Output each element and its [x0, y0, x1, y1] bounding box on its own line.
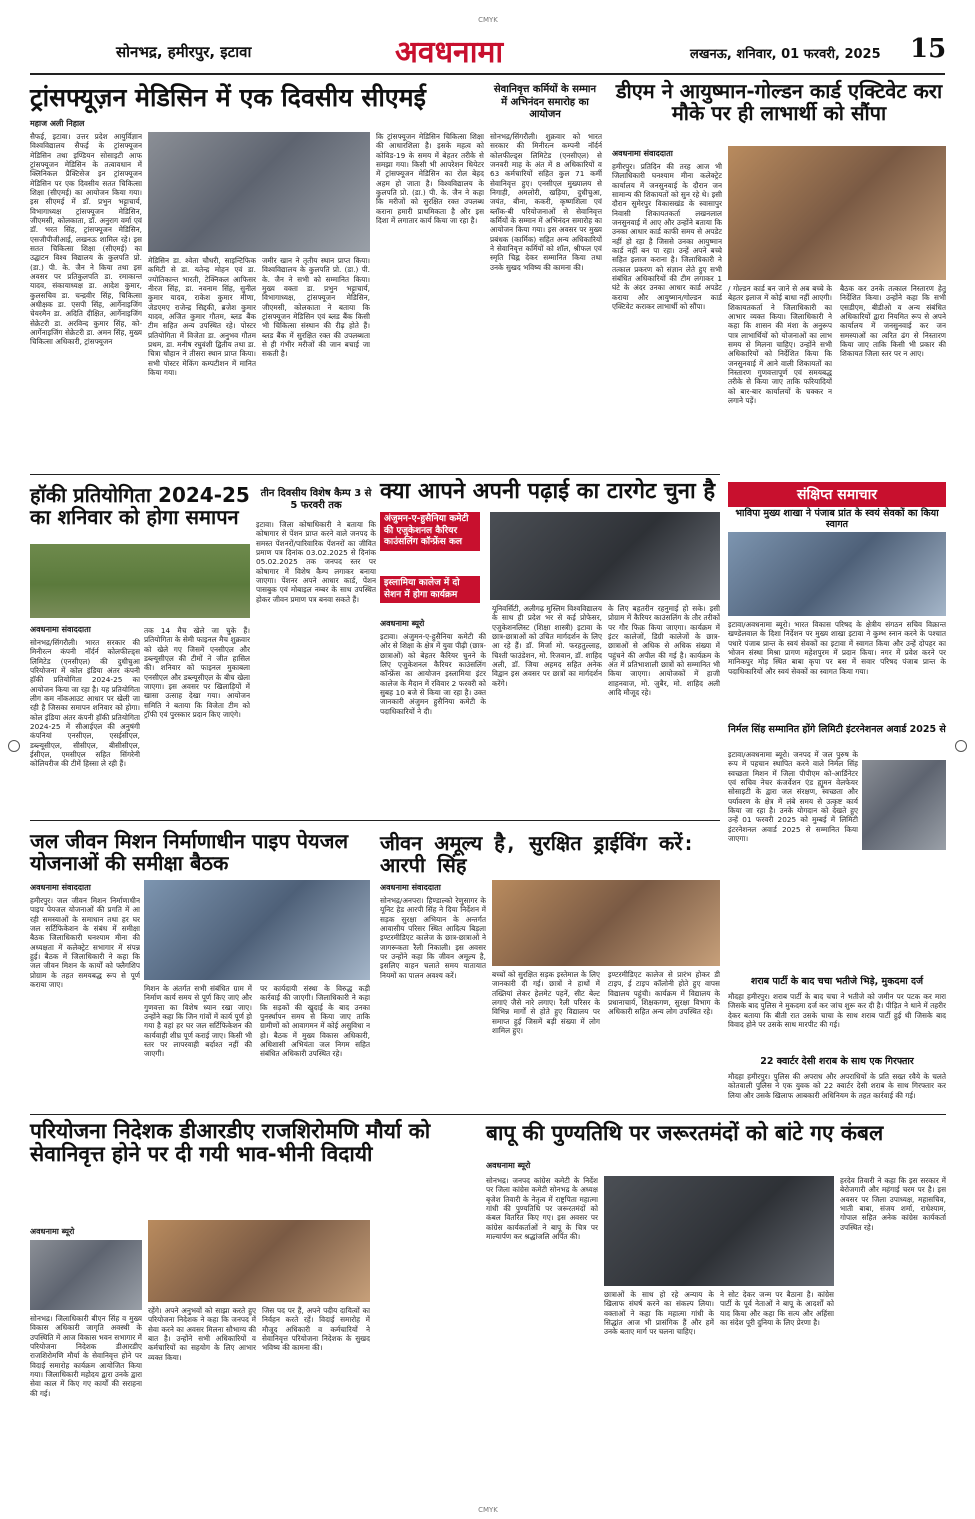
story9-body-col3: ने सोट देकर जन्म पर बैठाना है। कांग्रेस पार्टी के पूर्व नेताओं ने बापू के आदर्शों को याद किया और कहा कि सत्य और अहिंसा का संदेश पूरी दुनिया के लिए प्रेरणा है। [720, 1290, 834, 1327]
section-rule [30, 1114, 946, 1115]
story4-dek-body: इटावा। जिला कोषाधिकारी ने बताया कि कोषागार से पेंशन प्राप्त करने वाले जनपद के समस्त पेंशनरों/पारिवारिक पेंशनरों का जीवित प्रमाण पत्र दिनांक 03.02.2025 से दिनांक 05.02.2025 तक जनपद स्तर पर कोषागार में विशेष कैम्प लगाकर बनाया जाएगा। पेंशनर अपने आधार कार्ड, पेंशन पासबुक एवं मोबाइल नम्बर के साथ उपस्थित होकर जीवन प्रमाण पत्र बनवा सकते हैं। [256, 520, 376, 604]
story9-body-col2: छात्राओं के साथ हो रहे अन्याय के खिलाफ संघर्ष करने का संकल्प लिया। वक्ताओं ने कहा कि महात्मा गांधी के सिद्धांत आज भी प्रासंगिक हैं और हमें उनके बताए मार्ग पर चलना चाहिए। [604, 1290, 714, 1337]
story9-body-col1: सोनभद्र। जनपद कांग्रेस कमेटी के निर्देश पर जिला कांग्रेस कमेटी सोनभद्र के अध्यक्ष बृजेश तिवारी के नेतृत्व में राष्ट्रपिता महात्मा गांधी की पुण्यतिथि पर जरूरतमंदों को कंबल वितरित किए गए। इस अवसर पर कांग्रेस कार्यकर्ताओं ने बापू के चित्र पर माल्यार्पण कर श्रद्धांजलि अर्पित की। [486, 1176, 598, 1241]
story5-headline: क्या आपने अपनी पढ़ाई का टारगेट चुना है [380, 479, 716, 504]
story5-highlight-box: इस्लामिया कालेज में दो सेशन में होगा कार्यक्रम [380, 576, 480, 603]
story3-body-col3: बैठक कर उनके तत्काल निस्तारण हेतु निर्देशित किया। उन्होंने कहा कि सभी एसडीएम, बीडीओ व अन्य संबंधित अधिकारियों द्वारा नियमित रूप से अपने कार्यालय में जनसुनवाई कर जन समस्याओं का त्वरित ढंग से निस्तारण किया जाए ताकि किसी भी प्रकार की शिकायत जिला स्तर पर न आए। [840, 284, 946, 359]
story8-headline: परियोजना निदेशक डीआरडीए राजशिरोमणि मौर्या को सेवानिवृत्त होने पर दी गयी भाव-भीनी विदायी [30, 1119, 431, 1167]
story9-headline: बापू की पुण्यतिथि पर जरूरतमंदों को बांटे गए कंबल [486, 1121, 884, 1145]
story7-body-col1: सोनभद्र/अनपरा। हिण्डाल्को रेणुसागर के यूनिट हेड आरपी सिंह ने दिया निर्देशन में सड़क सुरक्षा अभियान के अन्तर्गत आवासीय परिसर स्थित आदित्य बिड़ला इण्टरमीडिएट कालेज के छात्र-छात्राओं ने जागरूकता रैली निकाली। इस अवसर पर उन्होंने कहा कि जीवन अमूल्य है, इसलिए वाहन चलाते समय यातायात नियमों का पालन अवश्य करें। [380, 896, 486, 980]
story7-byline: अवधनामा संवाददाता [380, 883, 441, 892]
story6-body-col2: मिशन के अंतर्गत सभी संबंधित ग्राम में निर्माण कार्य समय से पूर्ण किए जाएं और गुणवत्ता का विशेष ध्यान रखा जाए। उन्होंने कहा कि जिन गांवों में कार्य पूर्ण हो गया है वहां हर घर जल सर्टिफिकेशन की कार्यवाही शीघ्र पूर्ण कराई जाए। किसी भी स्तर पर लापरवाही बर्दाश्त नहीं की जाएगी। [144, 984, 252, 1059]
print-mark-top: CMYK [478, 16, 498, 24]
story1-byline: महाज अली निहाल [30, 119, 85, 128]
story5-body-col2: यूनिवर्सिटी, अलीगढ़ मुस्लिम विश्वविद्यालय के साथ ही प्रदेश भर से कई प्रोफेसर, एजुकेशनलिस्ट (शिक्षा शास्त्री) इटावा के छात्र-छात्राओं को उचित मार्गदर्शन के लिए आ रहे हैं। डॉ. मिर्जा मो. फरहतुल्लाह, चिश्ती फाउंडेशन, मो. रिजवान, डॉ. शाहिद अली, डॉ. जिया अहमद सहित अनेक विद्वान इस अवसर पर छात्रों का मार्गदर्शन करेंगे। [492, 604, 602, 688]
story4-byline: अवधनामा संवाददाता [30, 625, 91, 634]
story4-dek-title: तीन दिवसीय विशेष कैम्प 3 से 5 फरवरी तक [260, 488, 372, 511]
sidebar-item1-title: भाविपा मुख्य शाखा ने पंजाब प्रांत के स्वयं सेवकों का किया स्वागत [735, 508, 939, 531]
sidebar-item4-title: 22 क्वार्टर देसी शराब के साथ एक गिरफ्तार [760, 1056, 914, 1067]
section-rule [30, 474, 720, 475]
print-mark-bottom: CMYK [478, 1506, 498, 1514]
story1-headline: ट्रांसफ्यूज़न मेडिसिन में एक दिवसीय सीएमई [30, 83, 426, 112]
story1-body-col2: मेडिसिन डा. श्वेता चौधरी, साइन्टिफिक कमिटी से डा. यतेन्द्र मोहन एवं डा. ज्योतिकान्त भारती, टेक्निकल आफिसर नीरज सिंह, डा. नवनाम सिंह, सुनील कुमार यादव, राकेश कुमार मीणा, जेडएमए राजेन्द्र सिद्दकी, ब्रजेश कुमार यादव, अजित कुमार गौतम, ब्लड बैंक टीम सहित अन्य उपस्थित रहे। पोस्टर प्रतियोगिता में विजेता डा. अनुभव गौतम प्रथम, डा. मनीष रघुवंशी द्वितीय तथा डा. चित्रा चौहान ने तीसरा स्थान प्राप्त किया। सभी पोस्टर मेकिंग कम्पटीशन में मानित किया गया। [148, 256, 256, 377]
story3-body-col2: / गोल्डन कार्ड बन जाने से अब बच्चे के बेहतर इलाज में कोई बाधा नहीं आएगी। शिकायतकर्ता ने जिलाधिकारी का आभार व्यक्त किया। जिलाधिकारी ने कहा कि शासन की मंशा के अनुरूप पात्र लाभार्थियों को योजनाओं का लाभ समय से मिलना चाहिए। उन्होंने सभी अधिकारियों को निर्देशित किया कि जनसुनवाई में आने वाली शिकायतों का निस्तारण गुणवत्तापूर्ण एवं समयबद्ध तरीके से किया जाए ताकि फरियादियों को बार-बार कार्यालयों के चक्कर न लगाने पड़ें। [728, 284, 832, 405]
story1-body-col1: सैफई, इटावा। उत्तर प्रदेश आयुर्विज्ञान विश्वविद्यालय सैफई के ट्रांसफ्यूजन मेडिसिन तथा इण्डियन सोसाइटी आफ ट्रांसफ्यूजन मेडिसिन के तत्वावधान में क्लिनिकल प्रैक्टिसेज इन ट्रांसफ्यूजन मेडिसिन पर एक दिवसीय सतत चिकित्सा शिक्षा (सीएमई) का आयोजन किया गया। इस सीएमई में डॉ. प्रभुन भट्टाचार्य, विभागाध्यक्ष ट्रांसफ्यूजन मेडिसिन, जीएमसी, कोलकाता, डॉ. अनुराग वर्मा एवं डॉ. भरत सिंह, ट्रांसफ्यूजन मेडिसिन, एसजीपीजीआई, लखनऊ शामिल रहे। इस सतत चिकित्सा शिक्षा (सीएमई) का उद्घाटन विश्व विद्यालय के कुलपति प्रो. (डा.) पी. के. जैन ने किया तथा इस अवसर पर प्रतिकुलपति डा. रमाकान्त यादव, संकायाध्यक्ष डा. आदेश कुमार, कुलसचिव डा. चन्द्रवीर सिंह, चिकित्सा अधीक्षक डा. एसपी सिंह, आर्गेनाइजिंग चेयरमैन डा. अदिति दीक्षित, आर्गेनाइजिंग सेक्रेटरी डा. अरविन्द कुमार सिंह, को-आर्गेनाइजिंग सेक्रेटरी डा. अमन सिंह, मुख्य चिकित्सा अधिकारी, ट्रांसफ्यूजन [30, 132, 142, 347]
story9-byline: अवधनामा ब्यूरो [486, 1161, 531, 1170]
story4-hockey-photo [144, 544, 250, 618]
story5-body-col1: इटावा। अंजुमन-ए-हुसैनिया कमेटी की ओर से शिक्षा के क्षेत्र में युवा पीढ़ी (छात्र-छात्राओं) को बेहतर कैरियर चुनने के लिए एजुकेशनल कैरियर काउंसलिंग कॉन्फ्रेंस का आयोजन इस्लामिया इंटर कालेज के मैदान में रविवार 2 फरवरी को सुबह 10 बजे से किया जा रहा है। उक्त जानकारी अंजुमन हुसैनिया कमेटी के पदाधिकारियों ने दी। [380, 632, 486, 716]
date-line: लखनऊ, शनिवार, 01 फरवरी, 2025 [690, 47, 881, 62]
story8-byline: अवधनामा ब्यूरो [30, 1227, 75, 1236]
story6-photo [144, 880, 370, 980]
story4-body-col2: तक 14 मैच खेले जा चुके हैं। प्रतियोगिता के सेमी फाइनल मैच शुक्रवार को खेले गए जिसमें एनसीएल और डब्ल्यूसीएल की टीमों ने जीत हासिल की। शनिवार को फाइनल मुकाबला एनसीएल और डब्ल्यूसीएल के बीच खेला जाएगा। इस अवसर पर खिलाड़ियों में खासा उत्साह देखा गया। आयोजन समिति ने बताया कि विजेता टीम को ट्रॉफी एवं पुरस्कार प्रदान किए जाएंगे। [144, 626, 250, 719]
masthead-rule [30, 73, 945, 75]
story8-photo [30, 1240, 142, 1310]
story8-body-col3: जिस पद पर हैं, अपने पदीय दायित्वों का निर्वहन करते रहें। विदाई समारोह में मौजूद अधिकारी व कर्मचारियों ने सेवानिवृत्त परियोजना निदेशक के सुखद भविष्य की कामना की। [262, 1306, 370, 1353]
story9-body-col4: हरदेव तिवारी ने कहा कि इस सरकार में बेरोजगारी और महंगाई चरम पर है। इस अवसर पर जिला उपाध्यक्ष, महासचिव, भाती बाबा, संजय शर्मा, राधेश्याम, गोपाल सहित अनेक कांग्रेस कार्यकर्ता उपस्थित रहे। [840, 1176, 946, 1232]
story3-photo [728, 146, 946, 280]
story1-body-col4: कि ट्रांसफ्यूजन मेडिसिन चिकित्सा शिक्षा की आधारशिला है। इसके महत्व को कोविड-19 के समय में बेहतर तरीके से समझा गया। किसी भी आपरेशन थियेटर में ट्रांसफ्यूजन मेडिसिन का रोल बेहद अहम हो जाता है। विश्वविद्यालय के कुलपति प्रो. (डा.) पी. के. जैन ने कहा कि मरीजों को सुरक्षित रक्त उपलब्ध कराना हमारी प्राथमिकता है और इस दिशा में लगातार कार्य किया जा रहा है। [376, 132, 484, 225]
page-number: 15 [910, 34, 947, 64]
sidebar-item1-body: इटावा/अवधनामा ब्यूरो। भारत विकास परिषद के क्षेत्रीय संगठन सचिव विक्रान्त खण्डेलवाल के दिशा निर्देशन पर मुख्य शाखा इटावा ने कुम्भ स्नान करने के पश्चात पधारे पंजाब प्रान्त के स्वयं सेवकों का इटावा में स्वागत किया और उन्हें दोपहर का भोजन संस्था मिश्रा प्रागण महेशपुरम में प्रदान किया। नगर में प्रवेश करने पर मानिकपुर मोड़ स्थित बाबा कृपा पर बस में सवार परिषद पंजाब प्रान्त के पदाधिकारियों और स्वयं सेवकों का स्वागत किया गया। [728, 620, 946, 676]
story7-body-col3: इण्टरमीडिएट कालेज से प्रारंभ होकर डी टाइप, ई टाइप कॉलोनी होते हुए वापस विद्यालय पहुंची। कार्यक्रम में विद्यालय के प्रधानाचार्य, शिक्षकगण, सुरक्षा विभाग के अधिकारी सहित अन्य लोग उपस्थित रहे। [608, 970, 720, 1017]
story5-byline: अवधनामा ब्यूरो [380, 619, 425, 628]
story6-byline: अवधनामा संवाददाता [30, 883, 91, 892]
story8-body-col1: सोनभद्र। जिलाधिकारी बीएन सिंह व मुख्य विकास अधिकारी जागृति अवस्थी के उपस्थिति में आज विकास भवन सभागार में परियोजना निदेशक डीआरडीए राजशिरोमणि मौर्या के सेवानिवृत्त होने पर विदाई समारोह कार्यक्रम आयोजित किया गया। जिलाधिकारी महोदय द्वारा उनके द्वारा सेवा काल में किए गए कार्यों की सराहना की गई। [30, 1314, 142, 1398]
sidebar-item1-photo [728, 532, 946, 616]
sidebar-title: संक्षिप्त समाचार [728, 482, 946, 507]
story6-headline: जल जीवन मिशन निर्माणाधीन पाइप पेयजल योजनाओं की समीक्षा बैठक [30, 829, 349, 875]
edition-cities: सोनभद्र, हमीरपुर, इटावा [116, 43, 252, 61]
story5-body-col3: के लिए बहतरीन रहनुमाई हो सके। इसी प्रोग्राम में कैरियर काउंसलिंग के तौर तरीकों पर गौर फिक्र किया जाएगा। कार्यक्रम में इंटर कालेजों, डिग्री कालेजों के छात्र-छात्राओं से अधिक से अधिक संख्या में पहुंचने की अपील की गई है। कार्यक्रम के अंत में प्रतिभाशाली छात्रों को सम्मानित भी किया जाएगा। आयोजकों में हाजी शाहनवाज, मो. जुबैर, मो. शाहिद अली आदि मौजूद रहे। [608, 604, 720, 697]
story1-photo [148, 132, 370, 252]
story2-headline: सेवानिवृत्त कर्मियों के सम्मान में अभिनंदन समारोह का आयोजन [493, 84, 597, 120]
section-rule [30, 820, 720, 821]
story7-body-col2: बच्चों को सुरक्षित सड़क इस्तेमाल के लिए जानकारी दी गई। छात्रों ने हाथों में तख्तियां लेकर हेलमेट पहनें, सीट बेल्ट लगाएं जैसे नारे लगाए। रैली परिसर के विभिन्न मार्गों से होते हुए विद्यालय पर समाप्त हुई जिसमें बड़ी संख्या में लोग शामिल हुए। [492, 970, 600, 1035]
sidebar-item4-body: मौदहा हमीरपुर। पुलिस की अपराध और अपराधियों के प्रति सख्त रवैये के चलते कोतवाली पुलिस ने एक युवक को 22 क्वार्टर देसी शराब के साथ गिरफ्तार कर लिया और उसके खिलाफ आबकारी अधिनियम के तहत कार्रवाई की गई। [728, 1072, 946, 1100]
sidebar-item3-title: शराब पार्टी के बाद चचा भतीजे भिड़े, मुकदमा दर्ज [750, 976, 924, 987]
story1-body-col3: जमीर खान ने तृतीय स्थान प्राप्त किया। विश्वविद्यालय के कुलपति प्रो. (डा.) पी. के. जैन ने सभी को सम्मानित किया। मुख्य वक्ता डा. प्रभुन भट्टाचार्य, विभागाध्यक्ष, ट्रांसफ्यूजन मेडिसिन, जीएमसी, कोलकाता ने बताया कि ट्रांसफ्यूजन मेडिसिन एवं ब्लड बैंक किसी भी चिकित्सा संस्थान की रीढ़ होते हैं। ब्लड बैंक में सुरक्षित रक्त की उपलब्धता से ही गंभीर मरीजों की जान बचाई जा सकती है। [262, 256, 370, 359]
story7-photo [492, 880, 720, 966]
story4-body-col1: सोनभद्र/सिंगरौली। भारत सरकार की मिनीरत्न कंपनी नॉर्दर्न कोलफील्ड्स लिमिटेड (एनसीएल) की दुधीचुआ परियोजना में कोल इंडिया अंतर कंपनी हॉकी प्रतियोगिता 2024-25 का आयोजन किया जा रहा है। यह प्रतियोगिता लीग कम नॉकआउट आधार पर खेली जा रही है जिसका समापन शनिवार को होगा। कोल इंडिया अंतर कंपनी हॉकी प्रतियोगिता 2024-25 में सीआईएल की अनुषंगी कंपनियां एनसीएल, एसईसीएल, डब्ल्यूसीएल, सीसीएल, बीसीसीएल, ईसीएल, एमसीएल सहित सिंगरेनी कोलियरीज की टीमें हिस्सा ले रही हैं। [30, 638, 140, 769]
story4-headline: हॉकी प्रतियोगिता 2024-25 का शनिवार को होगा समापन [30, 483, 250, 529]
sidebar-item2-body: इटावा/अवधनामा ब्यूरो। जनपद में जल पुरुष के रूप में पहचान स्थापित करने वाले निर्मल सिंह स्वच्छता मिशन में जिला पीपीएम को-आर्डिनेटर एवं सचिव नेचर कंजर्वेशन एंड ह्यूमन वेलफेयर सोसाइटी के द्वारा जल संरक्षण, स्वच्छता और पर्यावरण के क्षेत्र में लंबे समय से उत्कृष्ट कार्य किया जा रहा है। उनके योगदान को देखते हुए उन्हें 01 फरवरी 2025 को मुम्बई में लिमिटी इंटरनेशनल अवार्ड 2025 से सम्मानित किया जाएगा। [728, 750, 858, 843]
story9-photo [604, 1176, 834, 1286]
registration-dot-icon [955, 740, 967, 752]
story2-body: सोनभद्र/सिंगरौली। शुक्रवार को भारत सरकार की मिनीरत्न कम्पनी नॉर्दर्न कोलफील्ड्स लिमिटेड (एनसीएल) से जनवरी माह के अंत में 8 अधिकारियों व 63 कर्मचारियों सहित कुल 71 कर्मी सेवानिवृत्त हुए। एनसीएल मुख्यालय से निगाही, अमलोरी, खड़िया, दुधीचुआ, जयंत, बीना, ककरी, कृष्णशिला एवं ब्लॉक-बी परियोजनाओं से सेवानिवृत्त कर्मियों के सम्मान में अभिनंदन समारोह का आयोजन किया गया। इस अवसर पर मुख्य प्रबंधक (कार्मिक) सहित अन्य अधिकारियों ने सेवानिवृत्त कर्मियों को शॉल, श्रीफल एवं स्मृति चिह्न देकर सम्मानित किया तथा उनके सुखद भविष्य की कामना की। [490, 132, 602, 272]
story3-headline: डीएम ने आयुष्मान-गोल्डन कार्ड एक्टिवेट करा मौके पर ही लाभार्थी को सौंपा [615, 79, 943, 125]
newspaper-logo: अवधनामा [395, 35, 504, 70]
story3-byline: अवधनामा संवाददाता [612, 149, 673, 158]
story6-body-col3: पर कार्यदायी संस्था के विरुद्ध कड़ी कार्रवाई की जाएगी। जिलाधिकारी ने कहा कि सड़कों की खुदाई के बाद उनका पुनर्स्थापन समय से किया जाए ताकि ग्रामीणों को आवागमन में कोई असुविधा न हो। बैठक में मुख्य विकास अधिकारी, अधिशासी अभियंता जल निगम सहित संबंधित अधिकारी उपस्थित रहे। [260, 984, 370, 1059]
story8-photo [148, 1220, 370, 1302]
sidebar-item2-title: निर्मल सिंह सम्मानित होंगे लिमिटी इंटरनेशनल अवार्ड 2025 से [728, 724, 946, 735]
masthead [0, 30, 975, 72]
story3-body-col1: हमीरपुर। प्रतिदिन की तरह आज भी जिलाधिकारी घनश्याम मीना कलेक्ट्रेट कार्यालय में जनसुनवाई के दौरान जन सामान्य की शिकायतों को सुन रहे थे। इसी दौरान सुमेरपुर विकासखंड के स्वासापुर निवासी शिकायतकर्ता लखनलाल जनसुनवाई में आए और उन्होंने बताया कि उनका आधार कार्ड काफी समय से अपडेट नहीं हो रहा है जिससे उनका आयुष्मान कार्ड नहीं बन पा रहा। उन्हें अपने बच्चे सहित इलाज कराना है। जिलाधिकारी ने तत्काल प्रकरण को संज्ञान लेते हुए सभी संबंधित अधिकारियों की टीम लगाकर 1 घंटे के अंदर उनका आधार कार्ड अपडेट कराया और आयुष्मान/गोल्डन कार्ड एक्टिवेट कराकर लाभार्थी को सौंपा। [612, 162, 722, 311]
story6-body-col1: हमीरपुर। जल जीवन मिशन निर्माणाधीन पाइप पेयजल योजनाओं की प्रगति में आ रही समस्याओं के समाधान तथा हर घर जल सर्टिफिकेशन के संबंध में समीक्षा बैठक जिलाधिकारी घनश्याम मीना की अध्यक्षता में कलेक्ट्रेट सभागार में संपन्न हुई। बैठक में जिलाधिकारी ने कहा कि जल जीवन मिशन के कार्यों को फ्लैगशिप प्रोग्राम के तहत समयबद्ध रूप से पूर्ण कराया जाए। [30, 896, 140, 989]
story5-photo [490, 512, 720, 600]
story8-body-col2: रहेंगे। अपने अनुभवों को साझा करते हुए परियोजना निदेशक ने कहा कि जनपद में सेवा करने का अवसर मिलना सौभाग्य की बात है। उन्होंने सभी अधिकारियों व कर्मचारियों का सहयोग के लिए आभार व्यक्त किया। [148, 1306, 256, 1362]
sidebar-item3-body: मौदहा हमीरपुर। शराब पार्टी के बाद चचा ने भतीजे को जमीन पर पटक कर मारा जिसके बाद पुलिस ने मुकदमा दर्ज कर जांच शुरू कर दी है। पीड़ित ने थाने में तहरीर देकर बताया कि बीती रात उसके चाचा के साथ शराब पार्टी हुई थी जिसके बाद विवाद होने पर उसके साथ मारपीट की गई। [728, 992, 946, 1029]
sidebar-portrait-photo [862, 760, 946, 850]
registration-dot-icon [8, 740, 20, 752]
story5-highlight-box: अंजुमन-ए-हुसैनिया कमेटी की एजुकेशनल कैरियर काउंसलिंग कॉन्फ्रेंस कल [380, 512, 480, 551]
story7-headline: जीवन अमूल्य है, सुरक्षित ड्राईविंग करें: आरपी सिंह [380, 831, 695, 877]
